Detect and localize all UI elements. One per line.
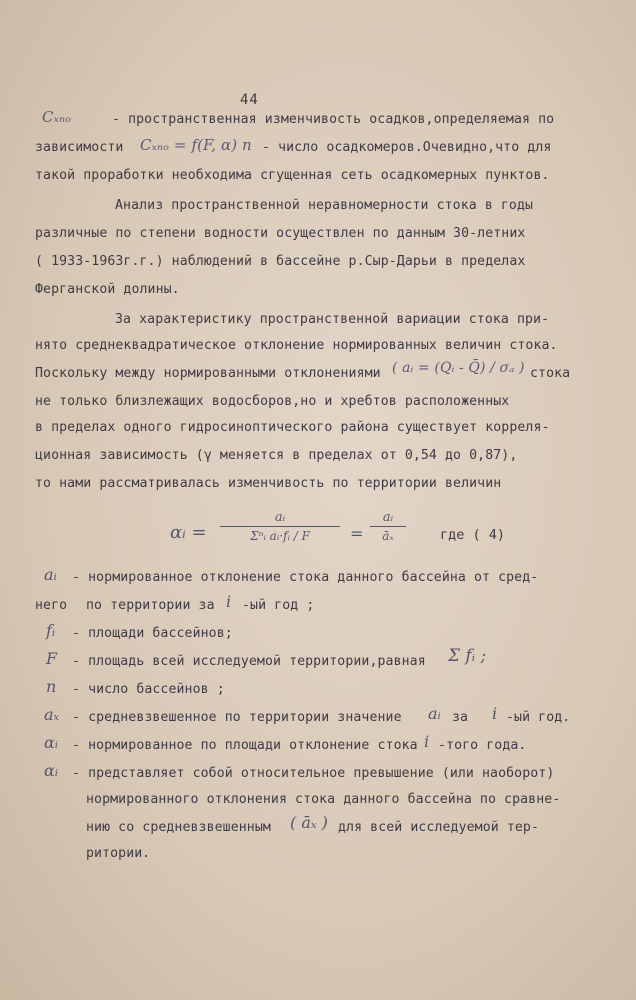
def-symbol-i-2: i xyxy=(492,704,498,723)
text-line-7: Ферганской долины. xyxy=(35,282,180,297)
formula-fraction-2-denominator: āₓ xyxy=(382,529,394,543)
text-line-6: ( 1933-1963г.г.) наблюдений в бассейне р.Сыр-Дарьи в пределах xyxy=(35,254,526,269)
def-text-2: - площади бассейнов; xyxy=(72,626,233,641)
text-line-11: не только близлежащих водосборов,но и хребтов расположенных xyxy=(35,394,510,409)
def-symbol-F: F xyxy=(46,649,58,668)
def-text-5-end: -ый год. xyxy=(506,710,571,725)
equation-label: где ( 4) xyxy=(440,527,506,543)
inline-formula-normalized: ( aᵢ = (Qᵢ - Q̄) / σₐ ) xyxy=(392,360,525,376)
text-line-4: Анализ пространственной неравномерности стока в годы xyxy=(115,198,534,213)
def-text-1b: по территории за xyxy=(86,598,215,613)
def-symbol-a-i: aᵢ xyxy=(44,565,57,584)
text-line-1: - пространственная изменчивость осадков,определяемая по xyxy=(112,112,555,127)
def-symbol-i-1: i xyxy=(226,592,232,611)
def-text-1: - нормированное отклонение стока данного бассейна от сред- xyxy=(72,570,539,585)
formula-equals: = xyxy=(350,524,364,543)
def-text-5: - средневзвешенное по территории значение xyxy=(72,710,402,725)
page-number: 44 xyxy=(240,92,259,108)
def-symbol-a-x-paren: ( āₓ ) xyxy=(290,813,328,832)
def-text-3: - площадь всей исследуемой территории,равная xyxy=(72,654,426,669)
def-text-5-za: за xyxy=(452,710,469,725)
formula-lhs: αᵢ = xyxy=(170,522,207,543)
text-line-8: За характеристику пространственной вариации стока при- xyxy=(115,312,550,327)
formula-fraction-1-numerator: aᵢ xyxy=(220,510,340,527)
def-text-1b-prefix: него xyxy=(35,598,68,613)
def-symbol-i-3: i xyxy=(424,732,430,751)
text-line-13: ционная зависимость (γ меняется в пределах от 0,54 до 0,87), xyxy=(35,448,518,463)
formula-fraction-1-denominator: Σⁿᵢ aᵢ·fᵢ / F xyxy=(250,529,310,543)
text-line-10a: Поскольку между нормированными отклонениями xyxy=(35,366,381,381)
text-line-3: такой проработки необходима сгущенная сеть осадкомерных пунктов. xyxy=(35,168,550,183)
def-symbol-n: n xyxy=(46,677,57,696)
def-symbol-f-i: fᵢ xyxy=(46,621,56,640)
text-line-9: нято среднеквадратическое отклонение нормированных величин стока. xyxy=(35,338,558,353)
text-line-10b: стока xyxy=(530,366,571,381)
symbol-c-xnp: Cₓₙₒ xyxy=(42,108,72,126)
text-line-2a: зависимости xyxy=(35,140,124,155)
inline-formula-dependence: Cₓₙₒ = f(F, α) n xyxy=(140,136,252,154)
def-text-10: ритории. xyxy=(86,846,151,861)
formula-fraction-2-numerator: aᵢ xyxy=(370,510,406,527)
def-text-8: нормированного отклонения стока данного бассейна по сравне- xyxy=(86,792,561,807)
def-text-7: - представляет собой относительное превышение (или наоборот) xyxy=(72,766,555,781)
formula-4 xyxy=(170,508,470,568)
def-symbol-alpha-i: αᵢ xyxy=(44,733,59,752)
def-text-1b-end: -ый год ; xyxy=(242,598,315,613)
def-text-6: - нормированное по площади отклонение стока xyxy=(72,738,418,753)
def-symbol-alpha-i-2: αᵢ xyxy=(44,761,59,780)
text-line-2b: - число осадкомеров.Очевидно,что для xyxy=(262,140,552,155)
def-text-6-end: -того года. xyxy=(438,738,527,753)
def-text-9-end: для всей исследуемой тер- xyxy=(338,820,539,835)
formula-fraction-2 xyxy=(370,510,406,543)
formula-fraction-1 xyxy=(220,510,340,543)
def-symbol-a-x: aₓ xyxy=(44,705,60,724)
def-symbol-sum-f: Σ fᵢ ; xyxy=(448,646,487,666)
text-line-5: различные по степени водности осуществлен по данным 30-летних xyxy=(35,226,526,241)
def-symbol-a-i-inline: aᵢ xyxy=(428,704,441,723)
def-text-4: - число бассейнов ; xyxy=(72,682,225,697)
def-text-9: нию со средневзвешенным xyxy=(86,820,271,835)
text-line-14: то нами рассматривалась изменчивость по территории величин xyxy=(35,476,502,491)
text-line-12: в пределах одного гидросиноптического района существует корреля- xyxy=(35,420,550,435)
